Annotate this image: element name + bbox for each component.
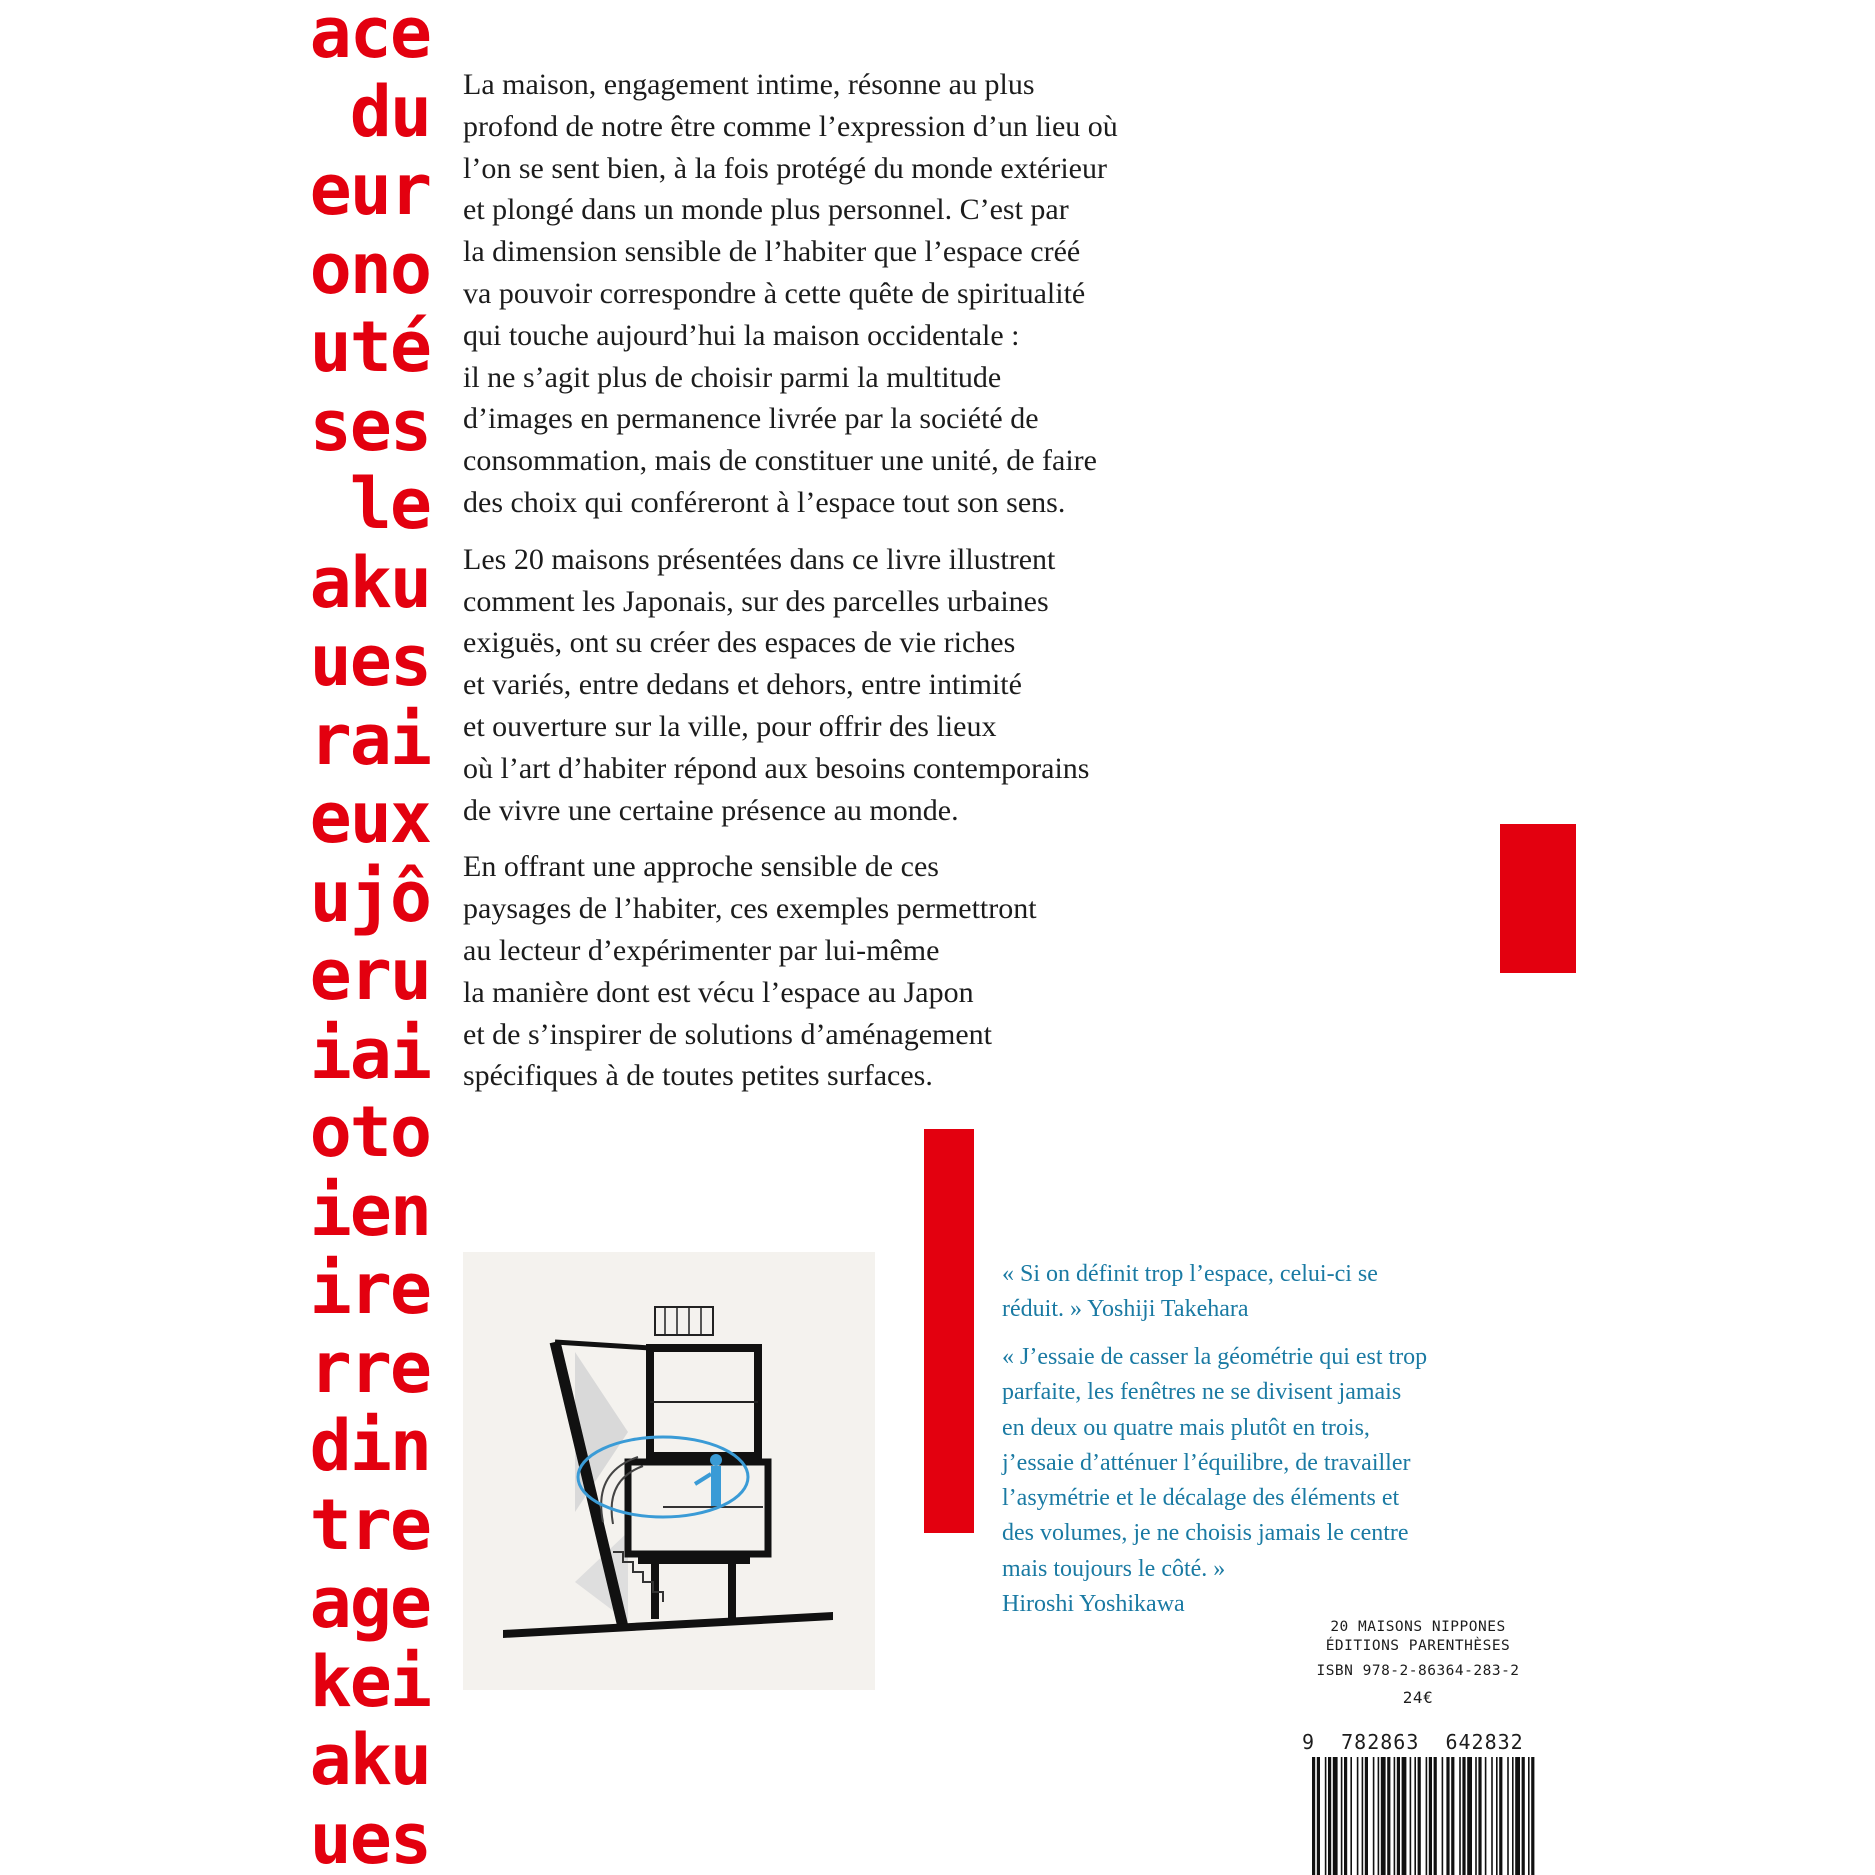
quote-line: « Si on définit trop l’espace, celui-ci se bbox=[1002, 1261, 1378, 1287]
barcode-bar bbox=[1344, 1757, 1347, 1875]
book-title: 20 MAISONS NIPPONES bbox=[1330, 1619, 1506, 1635]
vertical-word: ire bbox=[309, 1248, 430, 1330]
barcode-bar bbox=[1362, 1757, 1364, 1875]
barcode-bar bbox=[1496, 1757, 1498, 1875]
barcode-bar bbox=[1429, 1757, 1432, 1875]
text-line: la manière dont est vécu l’espace au Japon bbox=[463, 975, 974, 1009]
barcode-bar bbox=[1410, 1757, 1412, 1875]
vertical-word: ono bbox=[309, 227, 430, 310]
text-line: et variés, entre dedans et dehors, entre intimité bbox=[463, 668, 1022, 702]
text-line: des choix qui conféreront à l’espace tout son sens. bbox=[463, 485, 1066, 519]
text-line: d’images en permanence livrée par la société de bbox=[463, 402, 1039, 436]
barcode-bar bbox=[1451, 1757, 1454, 1875]
barcode-bar bbox=[1531, 1757, 1534, 1875]
vertical-word: eur bbox=[309, 149, 430, 231]
quote-line: « J’essaie de casser la géométrie qui est trop bbox=[1002, 1344, 1428, 1370]
text-line: comment les Japonais, sur des parcelles urbaines bbox=[463, 584, 1049, 618]
barcode-bar bbox=[1467, 1757, 1472, 1875]
barcode-bar bbox=[1434, 1757, 1437, 1875]
text-line: spécifiques à de toutes petites surfaces. bbox=[463, 1059, 933, 1093]
publisher-name: ÉDITIONS PARENTHÈSES bbox=[1325, 1638, 1511, 1654]
barcode-bar bbox=[1357, 1757, 1359, 1875]
barcode-bar bbox=[1402, 1757, 1407, 1875]
quote-takehara bbox=[1002, 1257, 1522, 1328]
text-line: exiguës, ont su créer des espaces de vie riches bbox=[463, 626, 1016, 660]
book-info bbox=[1300, 1618, 1536, 1707]
barcode-bar bbox=[1333, 1757, 1338, 1875]
text-line: au lecteur d’expérimenter par lui-même bbox=[463, 933, 940, 967]
text-line: Les 20 maisons présentées dans ce livre illustrent bbox=[463, 542, 1056, 576]
vertical-word: le bbox=[349, 463, 430, 545]
red-bar-middle bbox=[924, 1129, 974, 1533]
barcode-bar bbox=[1485, 1757, 1487, 1875]
vertical-word: ien bbox=[309, 1169, 430, 1252]
barcode-bar bbox=[1387, 1757, 1390, 1875]
barcode-bar bbox=[1414, 1757, 1416, 1875]
barcode-bar bbox=[1378, 1757, 1380, 1875]
quote-line: Hiroshi Yoshikawa bbox=[1002, 1591, 1185, 1618]
vertical-word: ace bbox=[309, 0, 430, 74]
barcode-bar bbox=[1394, 1757, 1396, 1875]
quote-line: mais toujours le côté. » bbox=[1002, 1555, 1226, 1582]
quote-line: l’asymétrie et le décalage des éléments et bbox=[1002, 1485, 1400, 1512]
text-line: la dimension sensible de l’habiter que l’espace créé bbox=[463, 235, 1081, 269]
text-line: En offrant une approche sensible de ces bbox=[463, 850, 939, 884]
text-line: et plongé dans un monde plus personnel. C’est par bbox=[463, 193, 1069, 227]
barcode-bar bbox=[1462, 1757, 1465, 1875]
barcode-bar bbox=[1522, 1757, 1525, 1875]
vertical-word: ses bbox=[309, 384, 430, 467]
text-line: va pouvoir correspondre à cette quête de spiritualité bbox=[463, 276, 1086, 310]
vertical-word: aku bbox=[309, 1719, 430, 1801]
body-paragraph bbox=[463, 64, 1263, 524]
vertical-word: eru bbox=[309, 934, 430, 1016]
barcode-bar bbox=[1328, 1757, 1331, 1875]
vertical-word: aku bbox=[309, 541, 430, 624]
barcode-bar bbox=[1446, 1757, 1449, 1875]
barcode bbox=[1312, 1757, 1536, 1875]
text-line: de vivre une certaine présence au monde. bbox=[463, 793, 959, 827]
vertical-word: kei bbox=[309, 1640, 430, 1723]
quote-line: en deux ou quatre mais plutôt en trois, bbox=[1002, 1414, 1370, 1441]
barcode-bar bbox=[1325, 1757, 1327, 1875]
vertical-word: rai bbox=[309, 698, 430, 781]
text-line: paysages de l’habiter, ces exemples permettront bbox=[463, 892, 1037, 926]
barcode-bar bbox=[1418, 1757, 1421, 1875]
barcode-bar bbox=[1350, 1757, 1352, 1875]
barcode-bar bbox=[1459, 1757, 1461, 1875]
text-line: qui touche aujourd’hui la maison occidentale : bbox=[463, 318, 1020, 352]
text-line: il ne s’agit plus de choisir parmi la multitude bbox=[463, 360, 1002, 394]
vertical-word: age bbox=[309, 1562, 430, 1644]
text-line: consommation, mais de constituer une unité, de faire bbox=[463, 444, 1097, 478]
barcode-bar bbox=[1397, 1757, 1400, 1875]
barcode-bar bbox=[1442, 1757, 1444, 1875]
barcode-digits: 9 782863 642832 bbox=[1302, 1730, 1524, 1754]
body-paragraph bbox=[463, 846, 1263, 1097]
barcode-bar bbox=[1499, 1757, 1502, 1875]
barcode-bar bbox=[1373, 1757, 1375, 1875]
vertical-word-column bbox=[300, 0, 430, 1875]
barcode-bar bbox=[1312, 1757, 1315, 1875]
vertical-word: eux bbox=[309, 777, 430, 859]
barcode-bar bbox=[1381, 1757, 1386, 1875]
body-text bbox=[463, 64, 1263, 1112]
text-line: profond de notre être comme l’expression d’un lieu où bbox=[463, 109, 1118, 143]
vertical-word: du bbox=[349, 70, 430, 153]
isbn-number: ISBN 978-2-86364-283-2 bbox=[1316, 1663, 1520, 1679]
quote-line: parfaite, les fenêtres ne se divisent jamais bbox=[1002, 1379, 1402, 1406]
vertical-word: ujô bbox=[309, 855, 430, 938]
text-line: et de s’inspirer de solutions d’aménagement bbox=[463, 1017, 993, 1051]
body-paragraph bbox=[463, 539, 1263, 832]
vertical-word: iai bbox=[309, 1012, 430, 1095]
barcode-bar bbox=[1365, 1757, 1368, 1875]
barcode-bar bbox=[1528, 1757, 1530, 1875]
barcode-bar bbox=[1507, 1757, 1509, 1875]
barcode-bar bbox=[1478, 1757, 1481, 1875]
barcode-bar bbox=[1512, 1757, 1514, 1875]
text-line: l’on se sent bien, à la fois protégé du monde extérieur bbox=[463, 151, 1107, 185]
vertical-word: ues bbox=[309, 620, 430, 702]
barcode-bar bbox=[1475, 1757, 1477, 1875]
barcode-bar bbox=[1317, 1757, 1320, 1875]
vertical-word: din bbox=[309, 1405, 430, 1487]
quote-line: des volumes, je ne choisis jamais le centre bbox=[1002, 1520, 1409, 1547]
red-bar-right bbox=[1500, 824, 1576, 973]
barcode-bar bbox=[1341, 1757, 1343, 1875]
text-line: La maison, engagement intime, résonne au plus bbox=[463, 68, 1035, 101]
vertical-word: uté bbox=[309, 306, 430, 388]
quote-line: j’essaie d’atténuer l’équilibre, de travailler bbox=[1002, 1449, 1411, 1476]
quote-yoshikawa bbox=[1002, 1340, 1522, 1622]
text-line: où l’art d’habiter répond aux besoins contemporains bbox=[463, 751, 1090, 785]
text-line: et ouverture sur la ville, pour offrir des lieux bbox=[463, 709, 997, 743]
barcode-bar bbox=[1491, 1757, 1493, 1875]
vertical-word: ues bbox=[309, 1797, 430, 1875]
quote-line: réduit. » Yoshiji Takehara bbox=[1002, 1296, 1249, 1323]
house-section-drawing bbox=[463, 1252, 875, 1690]
barcode-bar bbox=[1515, 1757, 1520, 1875]
barcode-bar bbox=[1426, 1757, 1428, 1875]
vertical-word: tre bbox=[309, 1483, 430, 1566]
vertical-word: rre bbox=[309, 1326, 430, 1409]
vertical-word: oto bbox=[309, 1091, 430, 1173]
price: 24€ bbox=[1402, 1688, 1434, 1707]
